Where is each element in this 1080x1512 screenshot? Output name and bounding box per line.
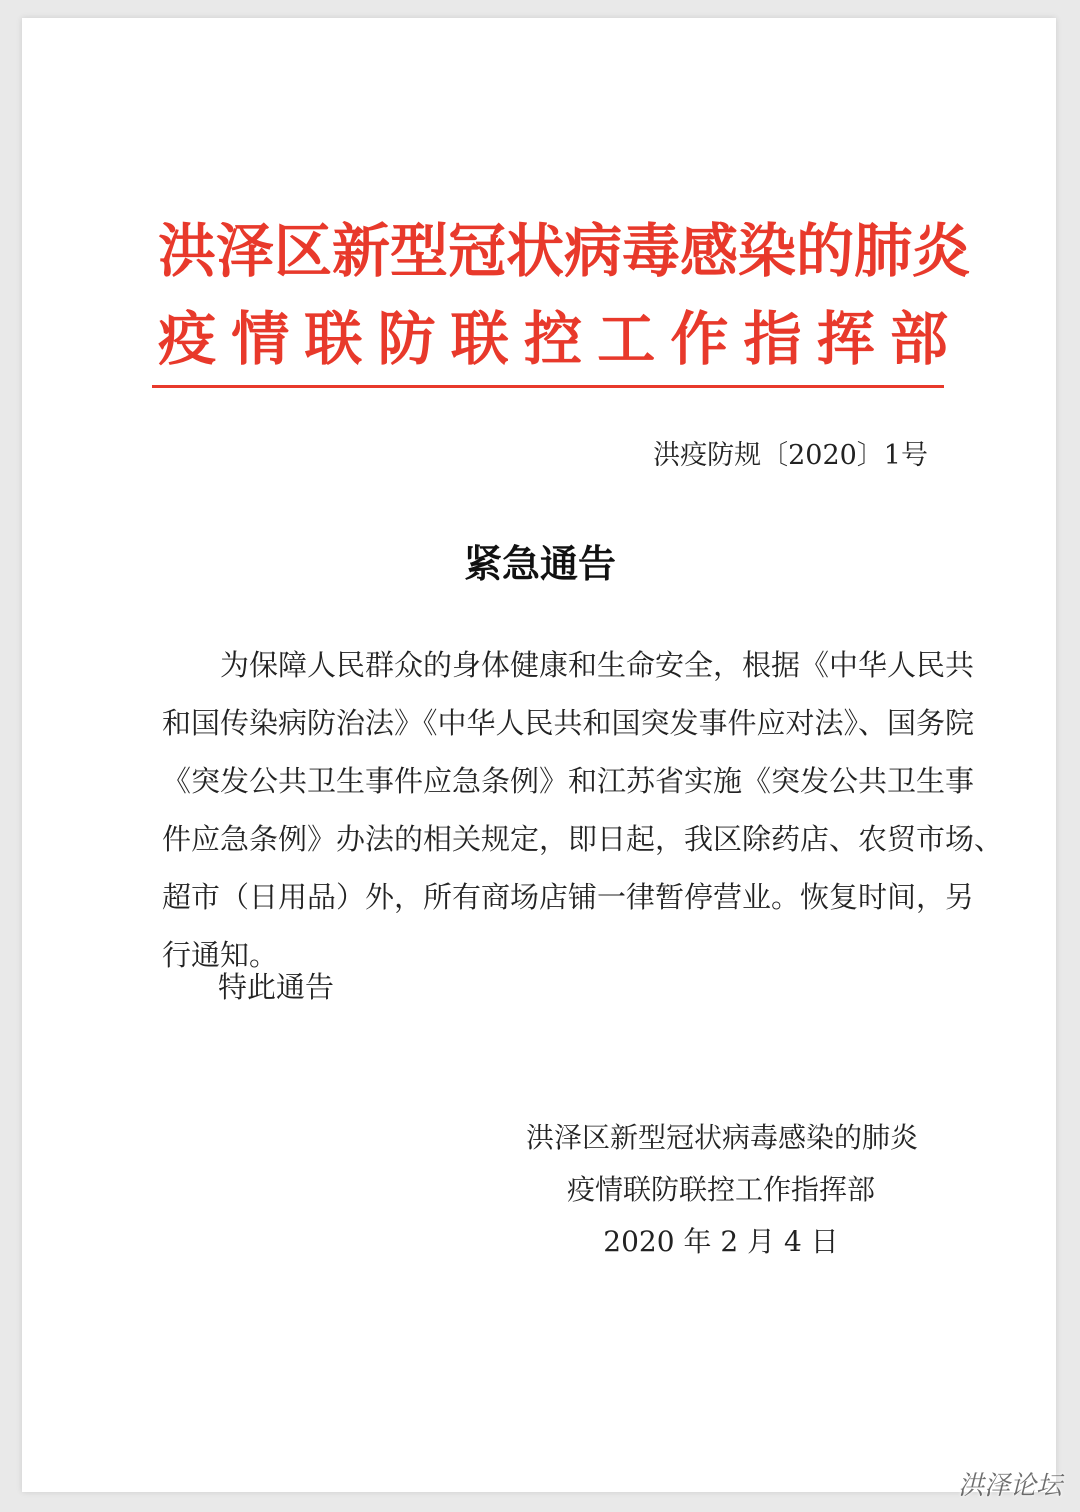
body-line: 件应急条例》办法的相关规定，即日起，我区除药店、农贸市场、	[162, 822, 1004, 856]
notice-title: 紧急通告	[463, 542, 616, 586]
body-line: 《突发公共卫生事件应急条例》和江苏省实施《突发公共卫生事	[162, 764, 975, 798]
body-line: 和国传染病防治法》《中华人民共和国突发事件应对法》、国务院	[162, 706, 975, 740]
red-divider-rule	[152, 385, 944, 388]
signature-block	[526, 1112, 919, 1268]
issuer-header-line-2: 疫情联防联控工作指挥部	[158, 305, 948, 373]
signature-org-line-1: 洪泽区新型冠状病毒感染的肺炎	[526, 1121, 919, 1154]
site-watermark: 洪泽论坛	[957, 1471, 1062, 1501]
body-line: 为保障人民群众的身体健康和生命安全，根据《中华人民共	[220, 648, 975, 682]
issuer-header-line-1: 洪泽区新型冠状病毒感染的肺炎	[158, 217, 971, 285]
body-line: 行通知。	[162, 938, 279, 972]
signature-org-line-2: 疫情联防联控工作指挥部	[566, 1173, 875, 1206]
notice-body	[162, 636, 1004, 984]
body-line: 超市（日用品）外，所有商场店铺一律暂停营业。恢复时间，另	[162, 880, 975, 914]
signature-date: 2020 年 2 月 4 日	[603, 1225, 839, 1258]
closing-phrase: 特此通告	[218, 970, 335, 1004]
document-number: 洪疫防规〔2020〕1号	[653, 440, 928, 471]
